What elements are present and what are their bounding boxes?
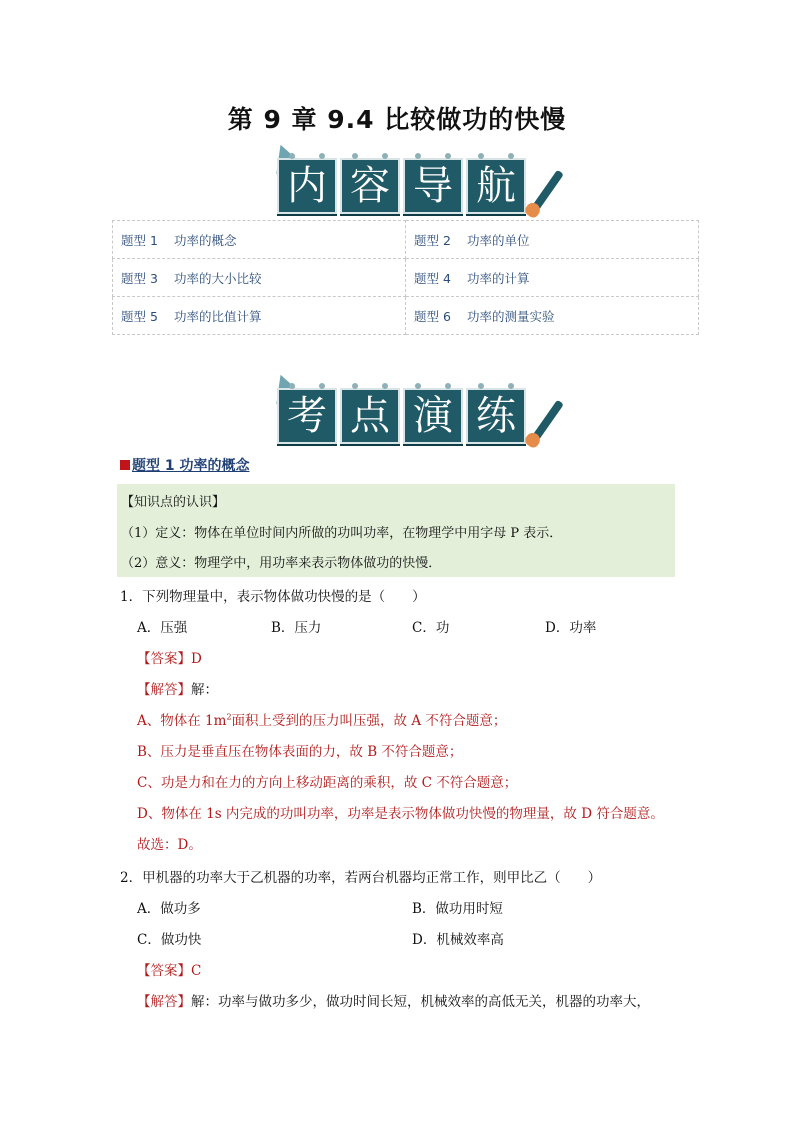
banner-tile: 点 [340, 388, 400, 444]
brush-icon [532, 400, 564, 441]
banner-tile: 容 [340, 158, 400, 214]
section-heading: 题型 1 功率的概念 [120, 455, 250, 475]
answer: 【答案】D [137, 651, 202, 667]
nav-cell[interactable]: 题型 2 功率的单位 [406, 221, 699, 259]
nav-cell[interactable]: 题型 6 功率的测量实验 [406, 297, 699, 335]
option: B．压力 [271, 620, 322, 636]
banner-tile: 导 [403, 158, 463, 214]
banner-tile: 内 [277, 158, 337, 214]
option: C．功 [412, 620, 450, 636]
nav-cell[interactable]: 题型 5 功率的比值计算 [113, 297, 406, 335]
topic-nav-table [112, 220, 699, 335]
red-square-icon [120, 460, 130, 470]
solution-label: 【解答】解： [137, 682, 218, 698]
banner-tile: 演 [403, 388, 463, 444]
knowledge-box [117, 484, 675, 577]
nav-cell[interactable]: 题型 1 功率的概念 [113, 221, 406, 259]
banner-content-navigation [277, 158, 526, 214]
option: B．做功用时短 [412, 901, 503, 917]
explanation-line: 故选：D。 [137, 837, 202, 853]
answer: 【答案】C [137, 963, 202, 979]
knowledge-head: 【知识点的认识】 [121, 495, 226, 510]
question-stem: 2．甲机器的功率大于乙机器的功率，若两台机器均正常工作，则甲比乙（ ） [120, 870, 602, 886]
banner-tile: 练 [466, 388, 526, 444]
banner-tile: 航 [466, 158, 526, 214]
knowledge-line: （2）意义：物理学中，用功率来表示物体做功的快慢． [121, 556, 442, 571]
explanation-line: C、功是力和在力的方向上移动距离的乘积，故 C 不符合题意； [137, 775, 518, 791]
knowledge-line: （1）定义：物体在单位时间内所做的功叫功率，在物理学中用字母 P 表示． [121, 526, 563, 541]
explanation-line: D、物体在 1s 内完成的功叫功率，功率是表示物体做功快慢的物理量，故 D 符合题意。 [137, 806, 664, 822]
document-title: 第 9 章 9.4 比较做功的快慢 [227, 105, 567, 134]
option: A．压强 [137, 620, 188, 636]
solution-label: 【解答】解：功率与做功多少，做功时间长短，机械效率的高低无关，机器的功率大， [137, 994, 650, 1010]
brush-icon [532, 170, 564, 211]
option: D．功率 [545, 620, 597, 636]
nav-cell[interactable]: 题型 4 功率的计算 [406, 259, 699, 297]
banner-practice [277, 388, 526, 444]
question-stem: 1．下列物理量中，表示物体做功快慢的是（ ） [120, 589, 426, 605]
explanation-line: A、物体在 $1m^2$面积上受到的压力叫压强，故 A 不符合题意； [137, 712, 507, 729]
nav-cell[interactable]: 题型 3 功率的大小比较 [113, 259, 406, 297]
option: A．做功多 [137, 901, 201, 917]
explanation-line: B、压力是垂直压在物体表面的力，故 B 不符合题意； [137, 744, 463, 760]
banner-tile: 考 [277, 388, 337, 444]
option: D．机械效率高 [412, 932, 504, 948]
option: C．做功快 [137, 932, 202, 948]
